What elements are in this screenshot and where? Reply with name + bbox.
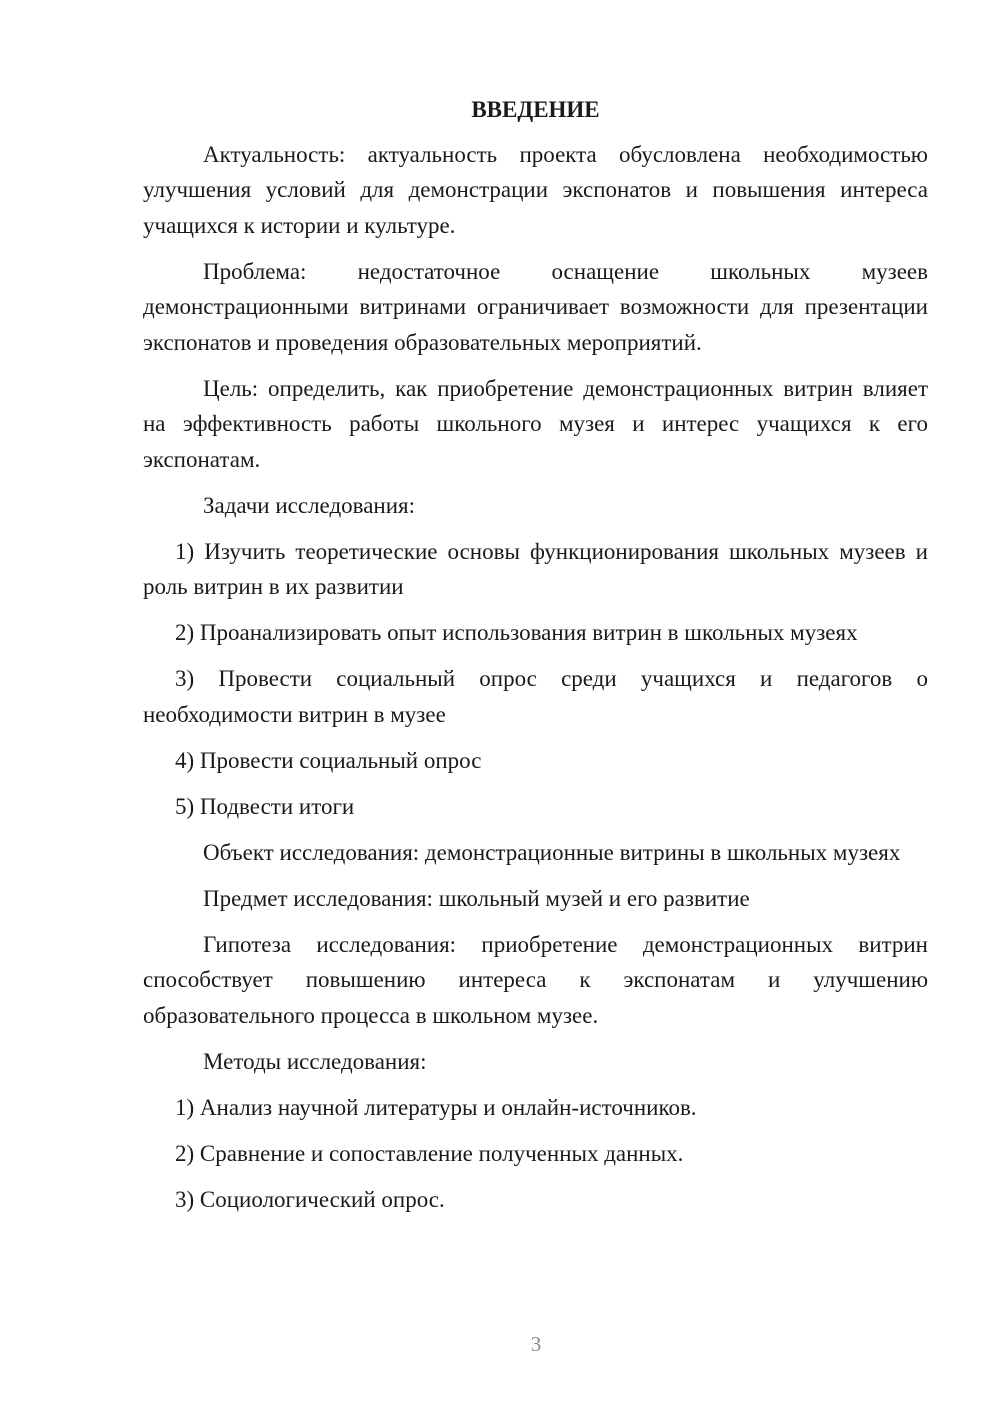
task-item: 4) Провести социальный опрос: [175, 747, 482, 773]
subject-paragraph: Предмет исследования: школьный музей и его развитие: [203, 885, 750, 911]
methods-title: Методы исследования:: [203, 1048, 427, 1074]
task-item: 5) Подвести итоги: [175, 793, 355, 819]
method-item: 2) Сравнение и сопоставление полученных данных.: [175, 1140, 684, 1166]
method-item: 1) Анализ научной литературы и онлайн-источников.: [175, 1094, 697, 1120]
task-item: 2) Проанализировать опыт использования витрин в школьных музеях: [175, 620, 858, 645]
tasks-title: Задачи исследования:: [203, 492, 416, 518]
method-item: 3) Социологический опрос.: [175, 1186, 445, 1212]
relevance-paragraph: Актуальность: актуальность проекта обусловлена необходимостью улучшения условий для демонстрации экспонатов и повышения интереса учащихся к истории и культуре.: [143, 141, 928, 238]
problem-paragraph: Проблема: недостаточное оснащение школьных музеев демонстрационными витринами ограничивает возможности для презентации экспонатов и проведения образовательных мероприятий.: [143, 258, 928, 355]
section-heading: ВВЕДЕНИЕ: [471, 97, 600, 122]
goal-paragraph: Цель: определить, как приобретение демонстрационных витрин влияет на эффективность работы школьного музея и интерес учащихся к его экспонатам.: [143, 375, 928, 472]
task-item: 1) Изучить теоретические основы функционирования школьных музеев и роль витрин в их развитии: [143, 538, 928, 599]
page-content: [143, 92, 928, 1228]
hypothesis-paragraph: Гипотеза исследования: приобретение демонстрационных витрин способствует повышению интереса к экспонатам и улучшению образовательного процесса в школьном музее.: [143, 931, 928, 1028]
page-number: 3: [530, 1332, 542, 1356]
task-item: 3) Провести социальный опрос среди учащихся и педагогов о необходимости витрин в музее: [143, 666, 928, 727]
object-paragraph: Объект исследования: демонстрационные витрины в школьных музеях: [203, 839, 901, 865]
